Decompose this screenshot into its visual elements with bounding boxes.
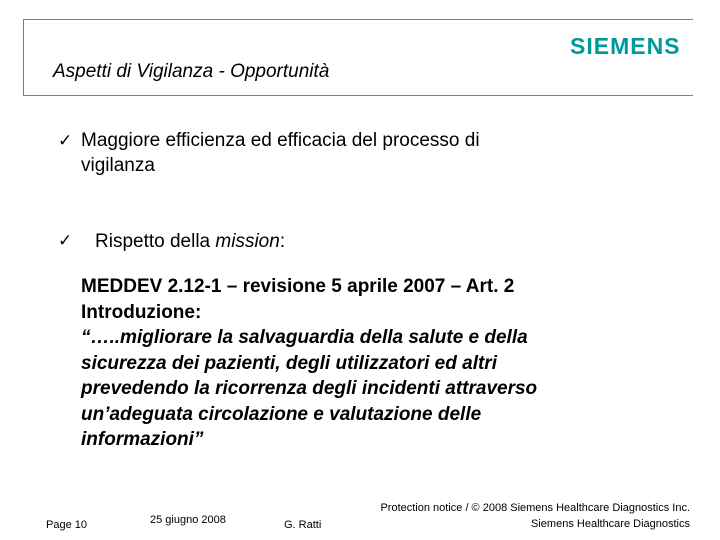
bullet-item-mission: [95, 229, 285, 254]
checkmark-icon: ✓: [58, 131, 73, 150]
footer-company: Siemens Healthcare Diagnostics: [531, 518, 690, 530]
quote-line: “…..migliorare la salvaguardia della salute e della: [81, 327, 528, 348]
quote-line: prevedendo la ricorrenza degli incidenti attraverso: [81, 378, 538, 399]
quote-line: informazioni”: [81, 429, 204, 450]
bullet-text-italic: mission: [215, 231, 280, 252]
footer-protection-notice: Protection notice / © 2008 Siemens Healthcare Diagnostics Inc.: [380, 502, 690, 514]
siemens-logo: SIEMENS: [570, 33, 681, 59]
bullet-item-efficienza: [81, 128, 480, 178]
meddev-quote: [81, 274, 641, 453]
bullet-line: Maggiore efficienza ed efficacia del processo di: [81, 130, 480, 151]
footer-date: 25 giugno 2008: [150, 514, 226, 526]
checkmark-icon: ✓: [58, 231, 73, 250]
bullet-line: vigilanza: [81, 155, 155, 176]
footer-author: G. Ratti: [284, 519, 322, 531]
bullet-text-suffix: :: [279, 231, 286, 252]
quote-line: sicurezza dei pazienti, degli utilizzatori ed altri: [81, 352, 497, 374]
slide-title: Aspetti di Vigilanza - Opportunità: [53, 61, 330, 82]
bullet-text-plain: Rispetto della: [95, 231, 216, 252]
footer-page-number: Page 10: [46, 519, 87, 531]
quote-line: un’adeguata circolazione e valutazione delle: [81, 403, 482, 425]
quote-heading: MEDDEV 2.12-1 – revisione 5 aprile 2007 – Art. 2: [81, 276, 515, 297]
quote-subheading: Introduzione:: [81, 301, 202, 323]
